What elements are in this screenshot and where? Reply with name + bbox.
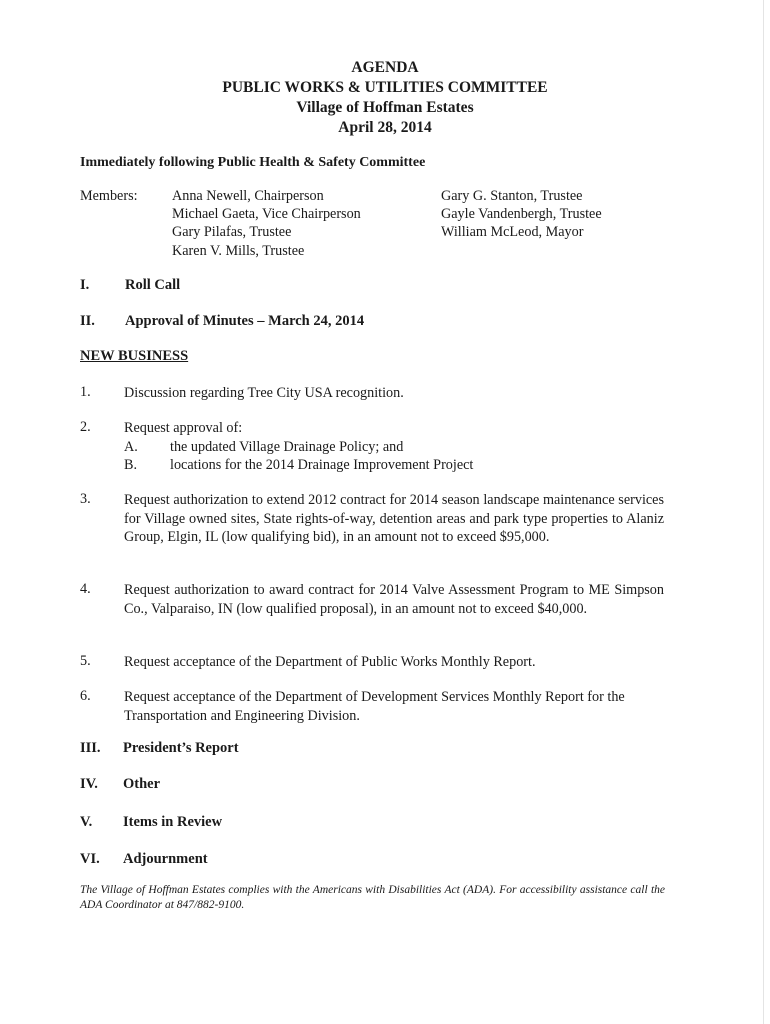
new-business-heading: NEW BUSINESS	[80, 348, 189, 364]
section-roll-call: Roll Call	[125, 277, 181, 293]
village-name: Village of Hoffman Estates	[296, 99, 474, 116]
section-number: II.	[80, 313, 95, 329]
section-number: I.	[80, 277, 90, 293]
agenda-item-drainage	[124, 419, 664, 475]
member-name: Michael Gaeta, Vice Chairperson	[172, 206, 361, 223]
meeting-date: April 28, 2014	[338, 119, 432, 136]
member-name: William McLeod, Mayor	[441, 224, 584, 241]
section-number: III.	[80, 740, 101, 756]
subitem	[124, 456, 664, 475]
subitem-text: the updated Village Drainage Policy; and	[170, 438, 404, 455]
item-text: Request approval of:	[124, 420, 243, 436]
agenda-item-landscape-contract: Request authorization to extend 2012 contract for 2014 season landscape maintenance services for Village owned sites, State rights-of-way, detention areas and park type properties to Alaniz Group, Elgin, IL (low qualifying bid), in an amount not to exceed $95,000.	[124, 492, 664, 545]
scan-edge-line	[763, 0, 764, 1024]
section-number: IV.	[80, 776, 98, 792]
member-name: Gary G. Stanton, Trustee	[441, 188, 583, 204]
agenda-title: AGENDA	[351, 59, 419, 76]
members-left-column	[172, 187, 361, 260]
members-right-column	[441, 187, 602, 242]
subitem-text: locations for the 2014 Drainage Improvement Project	[170, 457, 474, 473]
agenda-item-development-report: Request acceptance of the Department of Development Services Monthly Report for the Transportation and Engineering Division.	[124, 689, 625, 724]
committee-name: PUBLIC WORKS & UTILITIES COMMITTEE	[222, 79, 548, 96]
member-name: Gary Pilafas, Trustee	[172, 224, 292, 241]
item-number: 3.	[80, 491, 91, 507]
section-other: Other	[123, 776, 161, 792]
meeting-timing: Immediately following Public Health & Safety Committee	[80, 155, 426, 170]
member-name: Gayle Vandenbergh, Trustee	[441, 206, 602, 223]
section-adjournment: Adjournment	[123, 851, 208, 867]
section-approval-of-minutes: Approval of Minutes – March 24, 2014	[125, 313, 365, 329]
agenda-item-valve-assessment: Request authorization to award contract for 2014 Valve Assessment Program to ME Simpson Co., Valparaiso, IN (low qualified proposal), in an amount not to exceed $40,000.	[124, 582, 664, 617]
item-number: 5.	[80, 653, 91, 669]
item-number: 6.	[80, 688, 91, 704]
section-number: VI.	[80, 851, 100, 867]
member-name: Karen V. Mills, Trustee	[172, 242, 305, 259]
item-number: 2.	[80, 419, 91, 435]
item-number: 4.	[80, 581, 91, 597]
item-number: 1.	[80, 384, 91, 400]
ada-notice: The Village of Hoffman Estates complies with the Americans with Disabilities Act (ADA). For accessibility assistance call the ADA Coordinator at 847/882-9100.	[80, 884, 665, 911]
agenda-item-public-works-report: Request acceptance of the Department of Public Works Monthly Report.	[124, 654, 536, 670]
subitem-letter: A.	[124, 438, 138, 455]
agenda-item-tree-city: Discussion regarding Tree City USA recognition.	[124, 385, 404, 401]
member-name: Anna Newell, Chairperson	[172, 188, 324, 204]
section-number: V.	[80, 814, 93, 830]
subitem-letter: B.	[124, 457, 138, 473]
subitem	[124, 438, 664, 457]
section-presidents-report: President’s Report	[123, 740, 239, 756]
section-items-in-review: Items in Review	[123, 814, 223, 830]
members-label: Members:	[80, 188, 138, 204]
agenda-header	[0, 58, 770, 138]
